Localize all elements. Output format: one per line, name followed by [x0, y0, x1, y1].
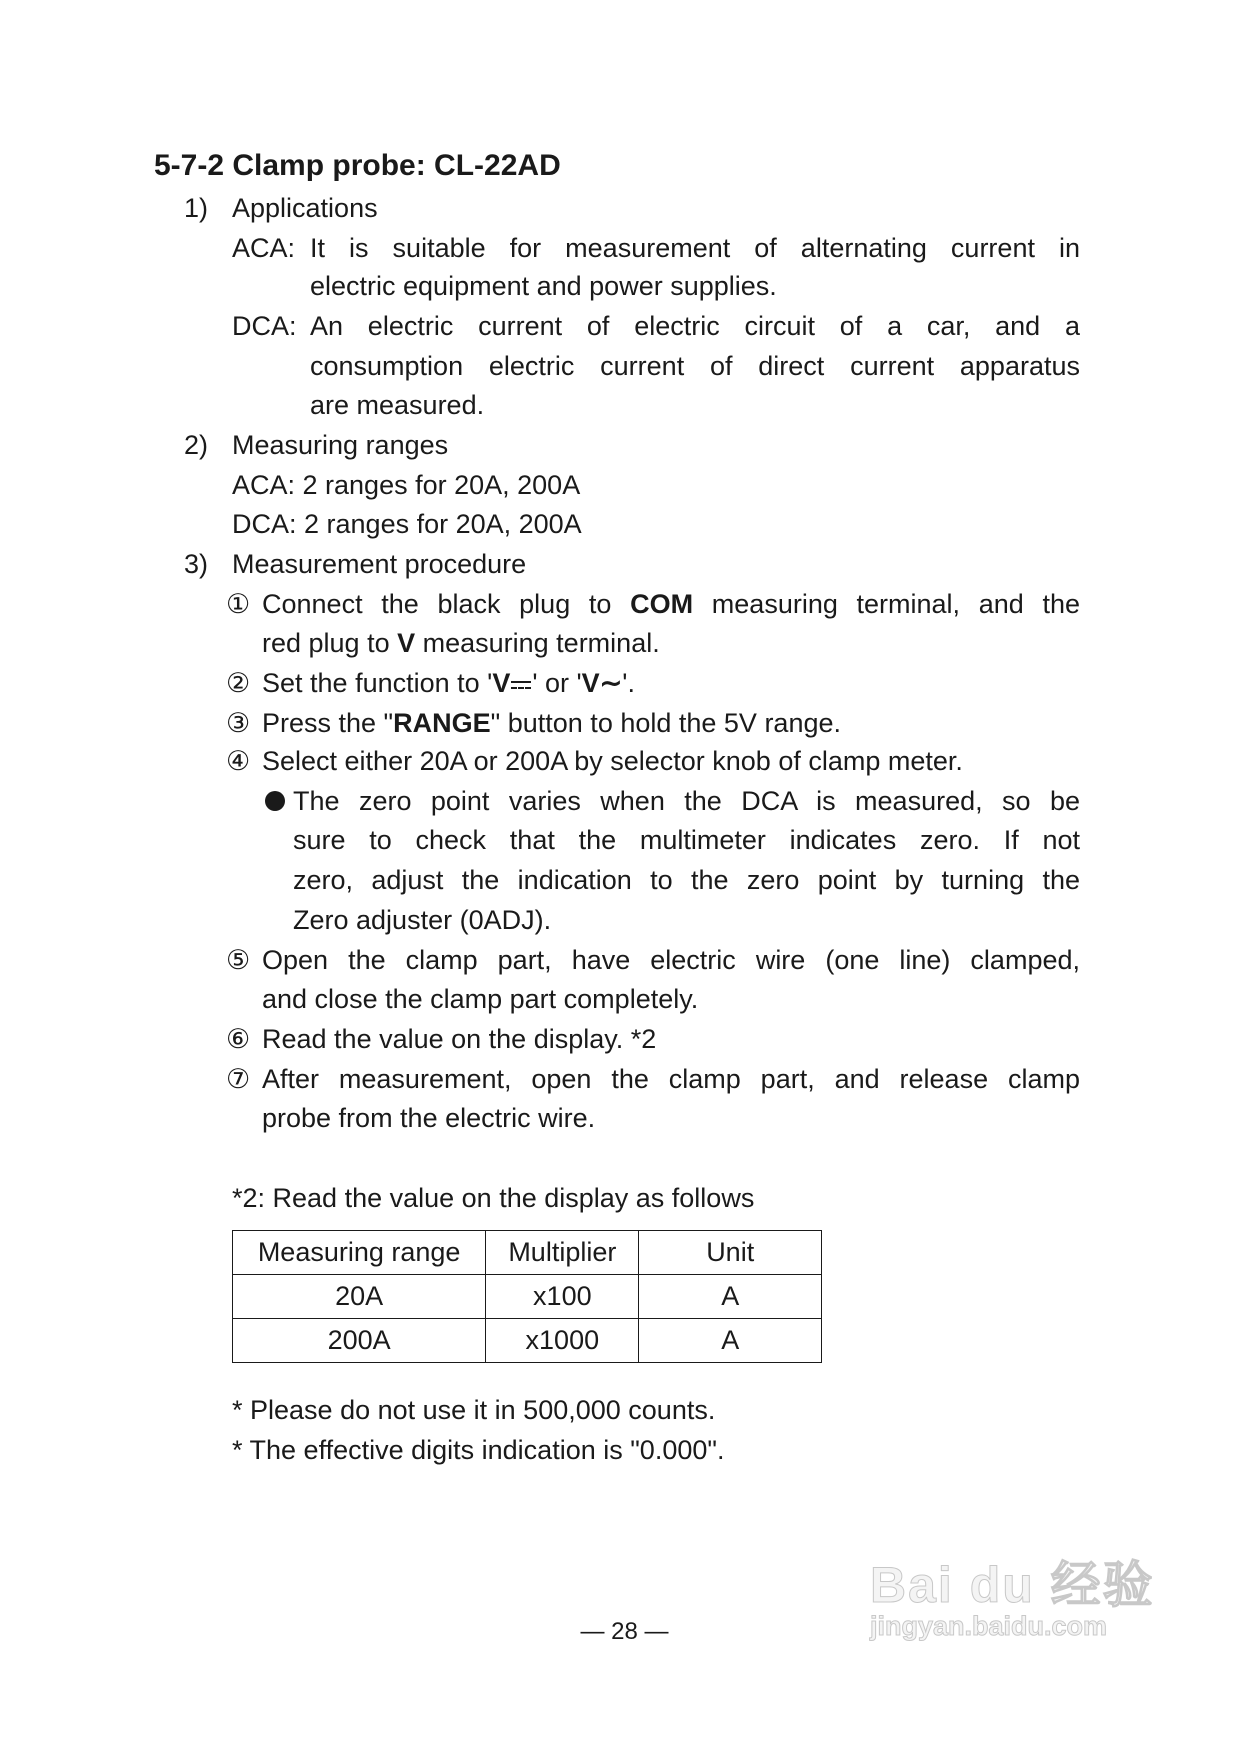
bold-term: V: [581, 668, 600, 698]
text: Press the ": [262, 708, 394, 738]
dca-text: An electric current of electric circuit of a car, and a: [310, 311, 1080, 341]
note-text: sure to check that the multimeter indicates zero. If not: [293, 825, 1080, 855]
text: Set the function to ': [262, 668, 493, 698]
footnote-title: *2: Read the value on the display as follows: [232, 1183, 755, 1213]
bold-term: RANGE: [393, 708, 491, 738]
note: * Please do not use it in 500,000 counts.: [232, 1395, 716, 1425]
table-cell: x1000: [486, 1319, 639, 1363]
dca-label: DCA:: [232, 311, 297, 341]
item-number: 3): [184, 549, 209, 579]
item-number: 1): [184, 193, 209, 223]
text: red plug to: [262, 628, 398, 658]
step-number: ④: [226, 746, 251, 776]
aca-text: It is suitable for measurement of alternating current in: [310, 233, 1080, 263]
table-cell: A: [639, 1319, 822, 1363]
column-header: Measuring range: [233, 1231, 486, 1275]
aca-text: electric equipment and power supplies.: [310, 271, 777, 301]
aca-label: ACA:: [232, 233, 296, 263]
text: ' or ': [532, 668, 582, 698]
note-text: zero, adjust the indication to the zero point by turning the: [293, 865, 1080, 895]
reading-table: [232, 1230, 822, 1363]
text: '.: [622, 668, 635, 698]
item-title: Measuring ranges: [232, 430, 449, 460]
item-number: 2): [184, 430, 209, 460]
watermark-url: jingyan.baidu.com: [870, 1611, 1108, 1641]
aca-range: ACA: 2 ranges for 20A, 200A: [232, 470, 581, 500]
table-cell: x100: [486, 1275, 639, 1319]
note-text: The zero point varies when the DCA is measured, so be: [293, 786, 1080, 816]
step-number: ⑥: [226, 1024, 251, 1054]
ac-voltage-icon: ∼: [599, 668, 623, 698]
step-number: ⑦: [226, 1064, 251, 1094]
bold-term: V: [492, 668, 511, 698]
step-number: ②: [226, 668, 251, 698]
dca-range: DCA: 2 ranges for 20A, 200A: [232, 509, 582, 539]
dca-text: are measured.: [310, 390, 485, 420]
step-number: ①: [226, 589, 251, 619]
watermark-brand: Bai du 经验: [870, 1557, 1155, 1613]
text: measuring terminal.: [415, 628, 660, 658]
step-text: probe from the electric wire.: [262, 1103, 596, 1133]
item-title: Measurement procedure: [232, 549, 527, 579]
bold-term: COM: [630, 589, 694, 619]
table-cell: A: [639, 1275, 822, 1319]
bullet-icon: [265, 781, 285, 821]
item-title: Applications: [232, 193, 378, 223]
bold-term: V: [397, 628, 416, 658]
text: measuring terminal, and the: [693, 589, 1080, 619]
step-text: and close the clamp part completely.: [262, 984, 699, 1014]
step-text: [262, 663, 635, 703]
step-text: [262, 584, 1080, 624]
table-cell: 200A: [233, 1319, 486, 1363]
text: Connect the black plug to: [262, 589, 631, 619]
step-text: Select either 20A or 200A by selector knob of clamp meter.: [262, 746, 963, 776]
table-row: [233, 1275, 822, 1319]
note-text: Zero adjuster (0ADJ).: [293, 905, 552, 935]
table-cell: 20A: [233, 1275, 486, 1319]
step-text: [262, 623, 660, 663]
dca-text: consumption electric current of direct current apparatus: [310, 351, 1080, 381]
step-number: ⑤: [226, 945, 251, 975]
column-header: Multiplier: [486, 1231, 639, 1275]
text: " button to hold the 5V range.: [490, 708, 841, 738]
step-text: After measurement, open the clamp part, and release clamp: [262, 1064, 1080, 1094]
baidu-watermark-logo: [870, 1545, 1170, 1642]
step-text: Read the value on the display. *2: [262, 1024, 657, 1054]
dc-voltage-icon: [511, 679, 531, 691]
step-text: [262, 703, 841, 743]
step-text: Open the clamp part, have electric wire (one line) clamped,: [262, 945, 1080, 975]
section-heading: 5-7-2 Clamp probe: CL-22AD: [154, 149, 561, 182]
step-number: ③: [226, 708, 251, 738]
note: * The effective digits indication is "0.000".: [232, 1435, 725, 1465]
column-header: Unit: [639, 1231, 822, 1275]
table-row: [233, 1319, 822, 1363]
page-number: — 28 —: [580, 1618, 669, 1645]
table-header-row: [233, 1231, 822, 1275]
